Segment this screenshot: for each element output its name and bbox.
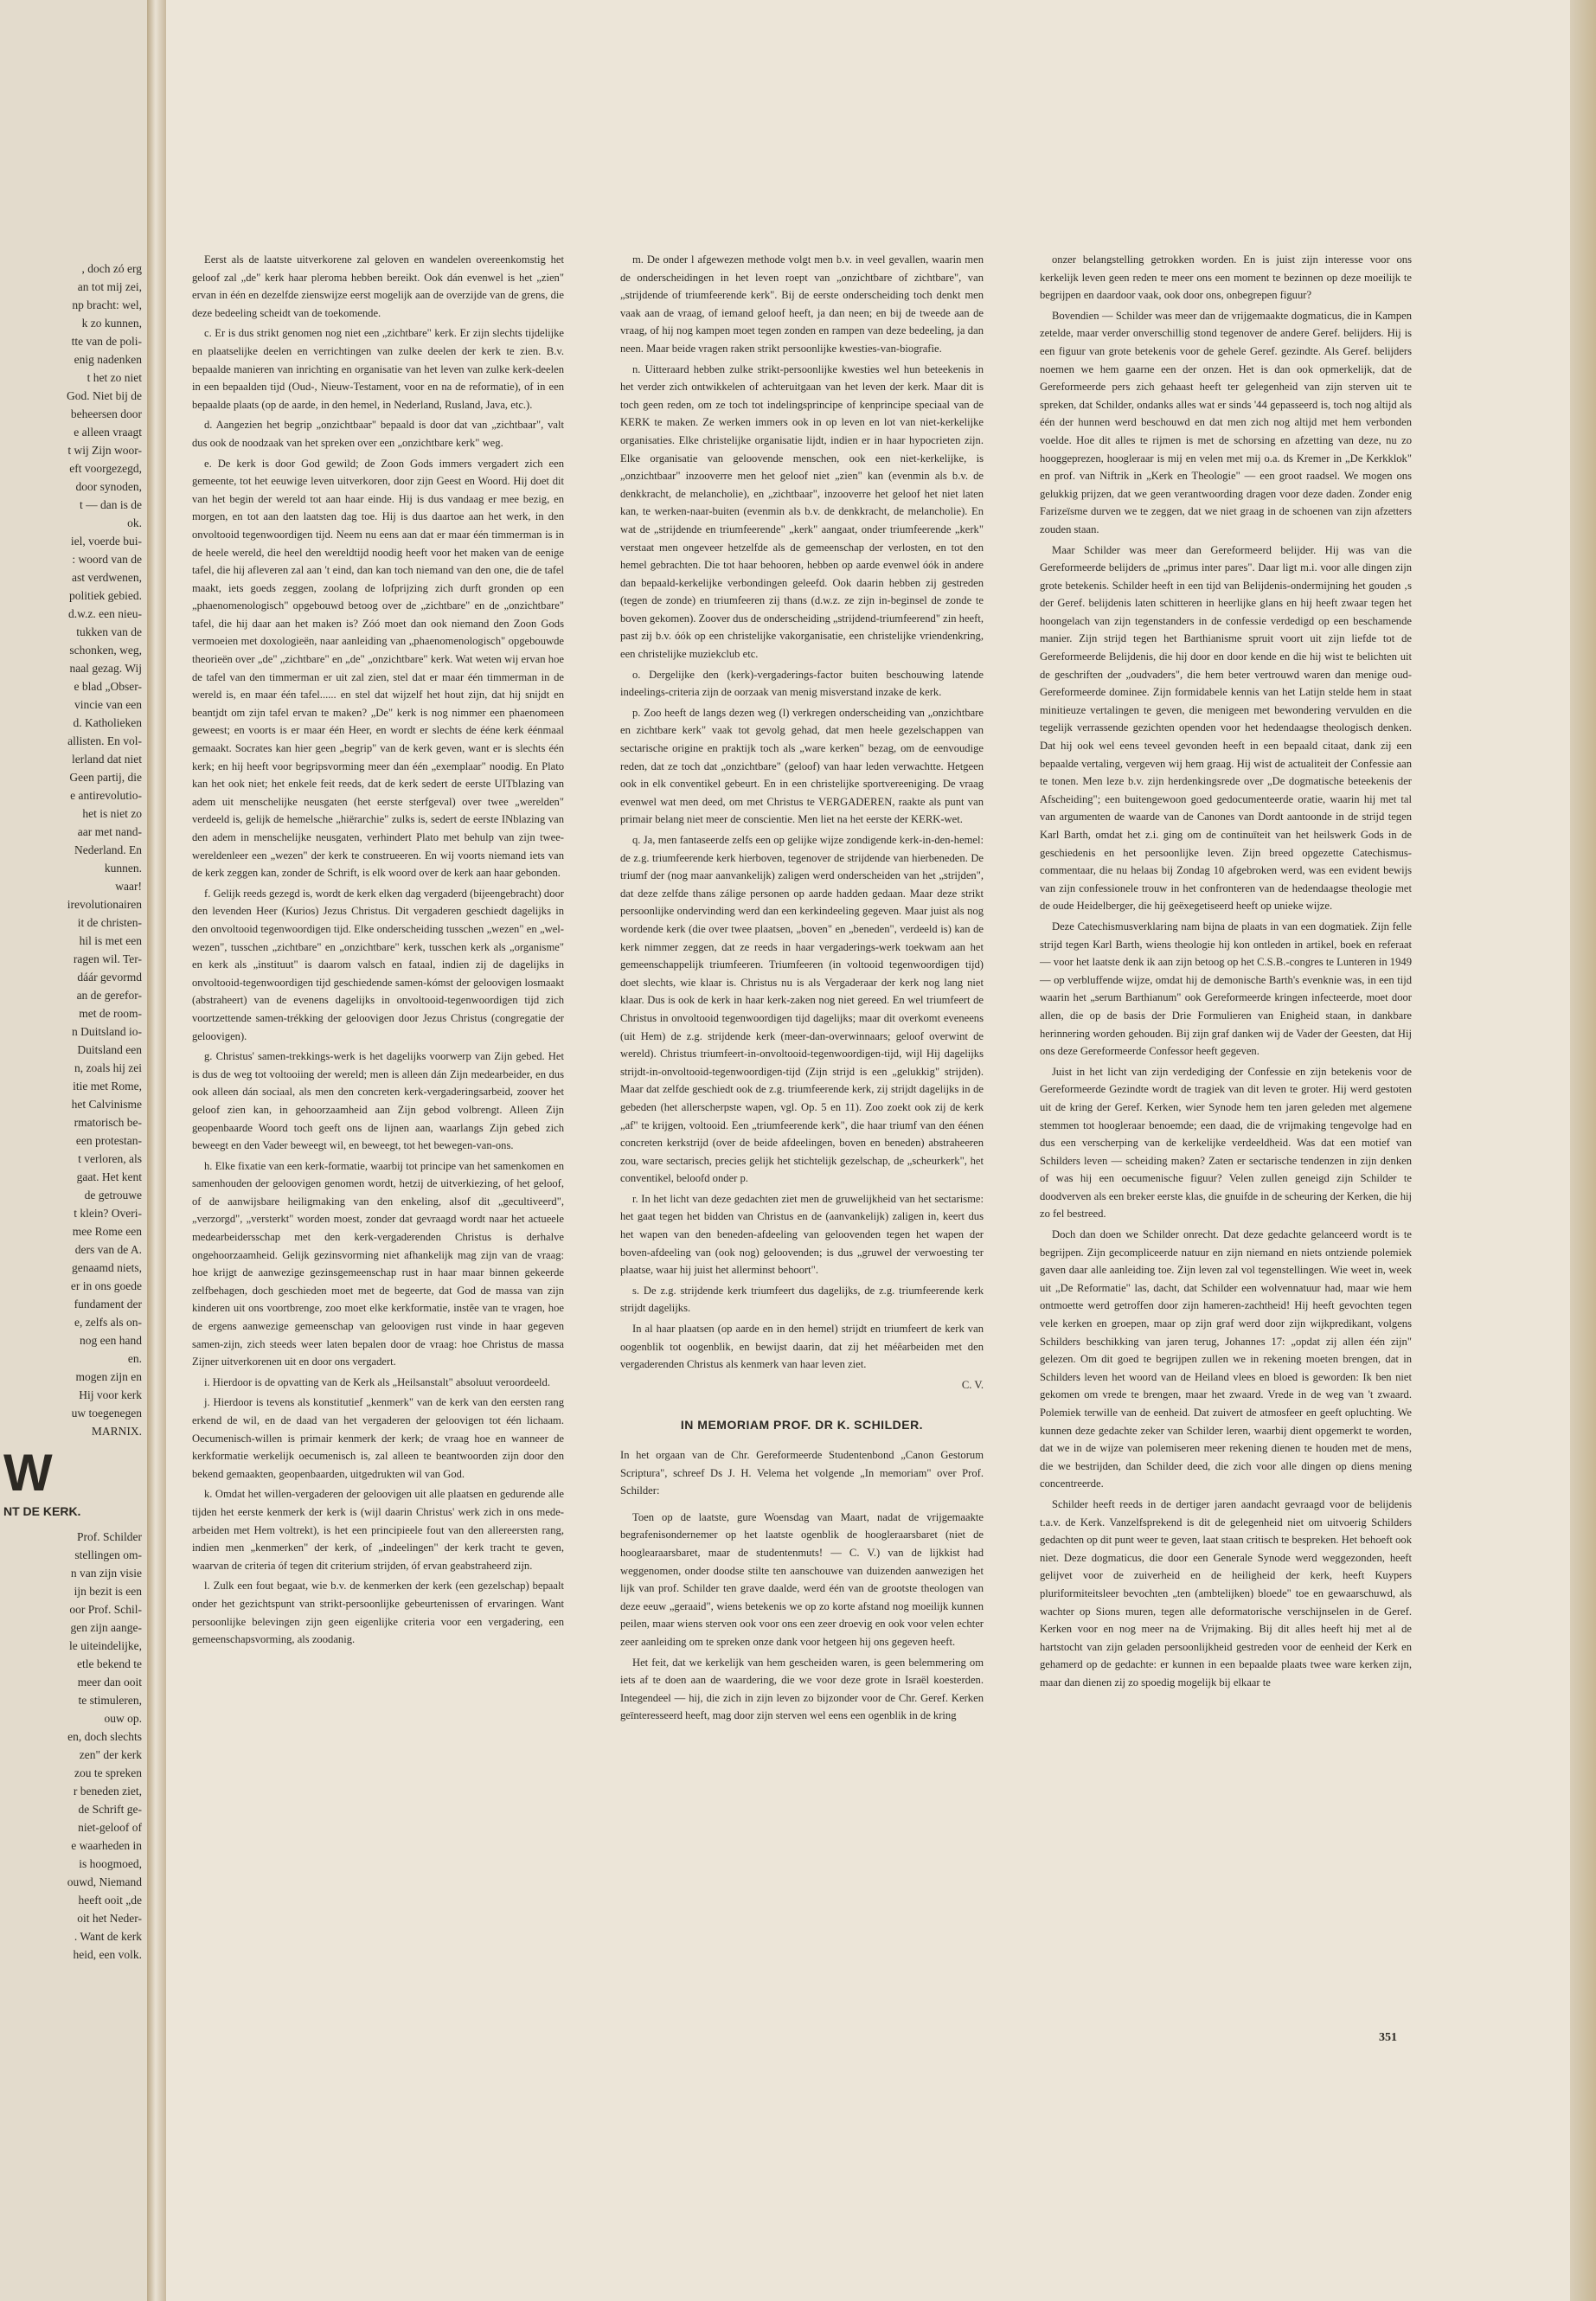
text-line: te stimuleren, (78, 1694, 142, 1707)
text-line: e antirevolutio- (70, 789, 142, 802)
text-line: tte van de poli- (71, 335, 142, 348)
text-line: uw toegenegen (71, 1407, 142, 1420)
text-line: . Want de kerk (74, 1930, 142, 1943)
paragraph: h. Elke fixatie van een kerk-formatie, waarbij tot principe van het samenkomen en samenhouden der geloovigen genomen wordt, hetzij de uitverkiezing, of het geloof, of de aanwijsbare heiligmaking van den enkeling, alsof dit „gecultiveerd", „verzorgd", „versterkt" worden moest, zonder dat gevraagd wordt naar het actueele medearbeidersschap met den kerk-vergaderenden Christus is derhalve ongehoorzaamheid. Gelijk gezinsvorming niet afhankelijk mag zijn van de vraag: hoe krijgt de aanwezige gezinsgemeenschap rust in haar maar binnen gekeerde zelfbehagen, doch geschieden moet met de begeerte, dat God de massa van zijn kinderen uit ons voortbrenge, zoo moet elke kerkformatie, instêe van te vragen, hoe de ergens aanwezige gemeenschap van geloovigen rust vinde in haar gegeven samen-zijn, zich steeds weer laten bepalen door de vraag: hoe Christus de massa Zijner uitverkorenen uit en door ons vergadert. (192, 1159, 564, 1368)
paragraph: f. Gelijk reeds gezegd is, wordt de kerk elken dag vergaderd (bijeengebracht) door den levenden Heer (Kurios) Jezus Christus. Dit vergaderen geschiedt dagelijks in den onvoltooid tegenwoordigen tijd. Elke onderscheiding tusschen „wezen" en „wel-wezen", tusschen „zichtbare" en „onzichtbare" kerk, tusschen kerk als „organisme" en kerk als „instituut" is daarom valsch en fataal, indien zij de dagelijks in onvoltooid-tegenwoordigen tijd geschiedende samen-kómst der geloovigen losmaakt (abstraheert) van de evenens dagelijks in onvoltooid-tegenwoordigen tijd zich voortzettende samen-trékking der geloovigen door Jezus Christus (congregatie der geloovigen). (192, 887, 564, 1042)
author-signature: C. V. (961, 1378, 984, 1391)
text-line: an de gerefor- (76, 989, 142, 1002)
text-line: en. (127, 1352, 142, 1365)
text-line: Nederland. En (74, 843, 142, 856)
text-line: mee Rome een (72, 1225, 142, 1238)
text-line: meer dan ooit (77, 1676, 142, 1689)
text-line: d. Katholieken (73, 716, 142, 729)
text-line: met de room- (79, 1007, 142, 1020)
text-line: ouw op. (104, 1712, 142, 1725)
paragraph: Schilder heeft reeds in de dertiger jaren aandacht gevraagd voor de belijdenis t.a.v. de Kerk. Vanzelfsprekend is dit de gelegenheid niet om uitvoerig Schilders gedachten op dit punt weer te geven, laat staan critisch te bespreken. Het behoeft ook niet. Deze dogmaticus, die door een Generale Synode werd weggezonden, heeft gelijvet voor de zuiverheid en de heiligheid der kerk, heeft Kuypers pluriformiteitsleer bevochten „ten (ambtelijken) bloede" toe en gewaarschuwd, als wachter op Sions muren, tegen alle deformatorische verschijnselen in de Geref. Kerken voor en nog meer na de Vrijmaking. Bij dit alles heeft hij met al de hartstocht van zijn geladen persoonlijkheid gestreden voor de eenheid der Kerk en gehamerd op de gedachte: er kunnen in een bepaalde plaats twee ware kerken zijn, maar dan dienen zij zo spoedig mogelijk bij elkaar te (1040, 1497, 1412, 1689)
memoriam-body (620, 1509, 984, 1725)
text-line: iel, voerde bui- (70, 535, 142, 548)
text-line: le uiteindelijke, (69, 1639, 142, 1652)
book-spine (147, 0, 166, 2301)
text-line: r beneden ziet, (73, 1785, 142, 1798)
text-line: an tot mij zei, (77, 280, 142, 293)
memoriam-intro: In het orgaan van de Chr. Gereformeerde Studentenbond „Canon Gestorum Scriptura", schreef Ds J. H. Velema het volgende „In memoriam" over Prof. Schilder: (620, 1449, 984, 1497)
text-line: ast verdwenen, (72, 571, 142, 584)
text-line: np bracht: wel, (72, 298, 142, 311)
text-line: zou te spreken (74, 1766, 142, 1779)
article-column-2-body (620, 251, 984, 1374)
paragraph: k. Omdat het willen-vergaderen der geloovigen uit alle plaatsen en gedurende alle tijden het eerste kenmerk der kerk is (wijl daarin Christus' werk zich in ons mede-arbeiden met Hem voltrekt), is het een principieele fout van den allereersten rang, indien men „kenmerken" der kerk, of „indeelingen" der kerk tracht te geven, waarvan de criteria óf tegen dit criterium strijden, óf ervan geabstraheerd zijn. (192, 1488, 564, 1572)
paragraph: n. Uitteraard hebben zulke strikt-persoonlijke kwesties wel hun beteekenis in het verder zich ontwikkelen of achteruitgaan van het leven der kerk. Maar dit is toch geen reden, om ze toch tot indelingsprincipe of kenprincipe speciaal van de KERK te maken. Ze werken immers ook in op leven en lot van niet-kerkelijke organisaties. Elke christelijke organisatie lijdt, indien er in haar hypocrieten zijn. Elke organisatie van geloovende menschen, ook een niet-kerkelijke, is „onzichtbaar" inzooverre men het geloof niet „zien" kan (evenmin als b.v. de denkkracht, de melancholie), en „zichtbaar", inzooverre het geloof het niet laten kan, te werken-naar-buiten (evenmin als b.v. de denkkracht, de melancholie). En wat de „strijdende en triumfeerende" „kerk" aangaat, onder triumfeerende „kerk" verstaat men ongeveer hetzelfde als de gemeenschap der verlosten, en tot den hemel gebrachten. Die tot haar behooren, hebben op aarde evenwel óók in andere dan bepaald-kerkelijke verbondingen geleefd. Ook daarin hebben zij gestreden (tegen de zonde) en triumfeeren zij thans (d.w.z. ze zijn in-beginsel de zonde te boven gekomen). Zoover dus de onderscheiding „strijdend-triumfeerend" zin heeft, past zij b.v. óók op een christelijke vakorganisatie, een christelijke vriendenkring, een christelijke muziekclub etc. (620, 362, 984, 661)
text-line: hil is met een (79, 934, 142, 947)
paragraph: Bovendien — Schilder was meer dan de vrijgemaakte dogmaticus, die in Kampen zetelde, maar verder onverschillig stond tegenover de andere Geref. belijders. Hij is een figuur van grote betekenis voor de gehele Geref. gezindte. Als Geref. belijders noemen we hem gaarne een der onzen. Het is dan ook opmerkelijk, dat de Gereformeerde pers zich gehaast heeft ter gelegenheid van zijn sterven uit te spreken, dat Schilder, ondanks alles wat er sinds '44 gepasseerd is, toch nog altijd als één der hunnen werd beschouwd en dat men zich nog altijd met hem verbonden voelde. Hoe dit alles te rijmen is met de schorsing en afzetting van deze, nu zo hooggeprezen, hoogleraar is mij en velen met mij o.a. ds Kremer in „De Kerkklok" en prof. van Niftrik in „Kerk en Theologie" — een groot raadsel. We mogen ons gelukkig prijzen, dat we geen verantwoording dragen voor deze daden. Zonder enig Farizeïsme durven we te zeggen, dat we niet graag in de schoenen van zijn afzetters zouden staan. (1040, 309, 1412, 535)
text-line: n van zijn visie (70, 1567, 142, 1580)
text-line: ragen wil. Ter- (73, 952, 142, 965)
paragraph: Juist in het licht van zijn verdediging der Confessie en zijn betekenis voor de Gereformeerde Gezindte wordt de tragiek van dit leven te groter. Hij werd gestoten uit de kring der Geref. Kerken, wier Synode hem ten jaren geleden met algemene stemmen tot hoogleraar benoemde; een daad, die de vrijmaking tengevolge had en dus een verscherping van de kerkelijke verdeeldheid. Was dat een motief van Schilders leven — scheiding maken? Zaten er sectarische tendenzen in zijn denken of was hij een oecumenische figuur? Velen zullen geneigd zijn Schilder te doodverven als een breker eerste klas, die gnuifde in de scheuring der Kerken, die hij zo fel bestreed. (1040, 1065, 1412, 1221)
text-line: t wij Zijn woor- (67, 444, 142, 457)
text-line: er in ons goede (70, 1279, 142, 1292)
text-line: beheersen door (70, 407, 142, 420)
text-line: rmatorisch be- (74, 1116, 142, 1129)
text-line: t het zo niet (87, 371, 142, 384)
text-line: n, zoals hij zei (74, 1061, 142, 1074)
text-line: fundament der (74, 1298, 142, 1311)
text-line: allisten. En vol- (67, 734, 142, 747)
text-line: de getrouwe (84, 1189, 142, 1202)
paragraph: j. Hierdoor is tevens als konstitutief „kenmerk" van de kerk van den eersten rang erkend de wil, en de daad van het vergaderen der geloovigen tot één lichaam. Oecumenisch-willen is primair kenmerk der kerk; de vraag hoe en wanneer de kerkformatie werkelijk oecumenisch is, zal alleen te beantwoorden zijn door den bekend gemaakten, geopenbaarden, uitgedrukten wil van God. (192, 1396, 564, 1480)
text-line: genaamd niets, (72, 1261, 142, 1274)
text-line: vincie van een (74, 698, 142, 711)
text-line: t klein? Overi- (74, 1207, 142, 1220)
paragraph: e. De kerk is door God gewild; de Zoon Gods immers vergadert zich een gemeente, tot het eeuwige leven uitverkoren, door zijn Geest en Woord. Hij doet dit van het begin der wereld tot aan haar einde. Hij is dus vandaag er mee bezig, en morgen, en tot aan den laatsten dag toe. Hij is dus daartoe aan het werk, in den onvoltooid tegenwoordigen tijd. Neem nu eens aan dat er maar één timmerman is in de heele wereld, die heel den wereldtijd noodig heeft voor het maken van de eenige tafel, die hij afleveren zal aan 't eind, dan kan toch niemand van den one, die de tafel maakt, iets goeds zeggen, zoolang de lofprijzing zich durft gronden op een „phaenomenologisch" opgebouwd betoog over de „zichtbare" en de „onzichtbare" tafel, die hij daar aan het maken is? Zóó moet dan ook niemand den Zoon Gods vermoeien met doxologieën, naar aanleiding van „phaenomenologisch" opgebouwde theorieën over „de" „zichtbare" en „de" „onzichtbare" kerk. Wat weten wij ervan hoe de tafel van den timmerman er uit zal zien, stel dat er maar één timmerman in de wereld is, en maar één tafel...... en stel dat wijzelf het hout zijn, dat hij snijdt en beantjdt om zijn tafel ervan te maken? „De" kerk is nog nimmer een phaenomeen geweest; en voorts is er maar één Heer, en wordt er slechts de ééne kerk éénmaal gemaakt. Socrates kan hier geen „begrip" van de kerk geven, want er is slechts één kerk; en hij heeft voor begripsvorming meer dan één „exemplaar" noodig. En Plato kan het ook niet; het enkele feit reeds, dat de kerk sedert de eerste UITblazing van adem uit menschelijke neusgaten (het eerste sterfgeval) over twee „werelden" verdeeld is, gelijk de hemelsche „hiërarchie" zulks is, sedert de eerste INblazing van den adem in menschelijke neusgaten, verhindert Plato met behulp van zijn twee-wereldenleer een „wezen" der kerk te construeeren. En wij voorts niemand iets van de kerk zeggen kan, zonder de Schrift, is elk woord over de kerk aan haar gebonden. (192, 457, 564, 880)
paragraph: Doch dan doen we Schilder onrecht. Dat deze gedachte gelanceerd wordt is te begrijpen. Zijn gecompliceerde natuur en zijn niemand en niets ontziende polemiek gaven daar alle aanleiding toe. Zijn leven zal vol tegenstellingen. Wie weet in, week uit „De Reformatie" las, dacht, dat Schilder een wolvennatuur had, maar wie hem ontmoette werd getroffen door zijn hameren-zachtheid! Hij heeft gevochten tegen vele kerken en groepen, maar op zijn graf werd door zijn wijkpredikant, volgens Schilders beschikking van jaren terug, Johannes 17: „opdat zij allen één zijn" gelezen. Om dit goed te begrijpen zullen we in rekening moeten brengen, dat in Schilders leven het woord van de Heiland vlees en bloed is geworden: Ik ben niet gekomen om vrede te brengen, maar het zwaard. Vrede in de weg van 't zwaard. Polemiek terwille van de eenheid. Dat zuivert de atmosfeer en geeft opluchting. We kunnen deze gedachte zeker van Schilder leren, waarbij dient opgemerkt te worden, dat we in de wijze van polemiseren meer rekening dienen te houden met de mens, die we bestrijden, dan Schilder deed, die zich voor alle dingen op diens mening concentreerde. (1040, 1228, 1412, 1490)
text-line: heeft ooit „de (78, 1894, 142, 1907)
paragraph: g. Christus' samen-trekkings-werk is het dagelijks voorwerp van Zijn gebed. Het is dus de weg tot voltooiing der wereld; men is alleen dán Zijn medearbeider, en dus ook alleen dán sociaal, als men den concreten kerk-vergaderingsarbeid, zoover het geloof zien kan, in gehoorzaamheid aan Zijn gebod volbrengt. Alleen Zijn geopenbaarde Woord toch geeft ons de lijnen aan, waarlangs Zijn gebed zich beweegt en den Vader beweegt wil, en beweegt, tot het bewegen-van-ons. (192, 1050, 564, 1152)
text-line: e blad „Obser- (74, 680, 142, 693)
text-line: naal gezag. Wij (69, 662, 142, 675)
facing-heading-letter: W (3, 1444, 53, 1502)
memoriam-heading: IN MEMORIAM PROF. DR K. SCHILDER. (680, 1418, 924, 1433)
text-line: dáár gevormd (77, 971, 142, 984)
text-line: nog een hand (80, 1334, 142, 1347)
article-column-2 (620, 251, 984, 1727)
text-line: mogen zijn en (75, 1370, 142, 1383)
text-line: t verloren, als (78, 1152, 142, 1165)
paragraph: d. Aangezien het begrip „onzichtbaar" bepaald is door dat van „zichtbaar", valt dus ook de noodzaak van het spreken over een „onzichtbare kerk" weg. (192, 419, 564, 449)
text-line: oit het Neder- (77, 1912, 142, 1925)
text-line: het Calvinisme (71, 1098, 142, 1111)
text-line: is hoogmoed, (79, 1857, 142, 1870)
text-line: , doch zó erg (81, 262, 142, 275)
paragraph: p. Zoo heeft de langs dezen weg (l) verkregen onderscheiding van „onzichtbare en zichtbare kerk" vaak tot gevolg gehad, dat men heele gezelschappen van sectarische origine en praktijk toch als „ware kerken" bezag, om de eenvoudige reden, dat ze toch dat „onzichtbare" (geloof) van haar leden verwachtte. Hetgeen ook in elk conventikel gebeurt. En in een christelijke sportvereeniging. De vraag evenwel wat men deed, om met Christus te VERGADEREN, raakte als punt van primair belang niet meer de conscientie. Men liet na het eerste der KERK-wet. (620, 706, 984, 826)
text-line: door synoden, (75, 480, 142, 493)
article-column-1 (192, 251, 564, 1651)
text-line: it de christen- (77, 916, 142, 929)
text-line: : woord van de (72, 553, 142, 566)
paragraph: Deze Catechismusverklaring nam bijna de plaats in van een dogmatiek. Zijn felle strijd tegen Karl Barth, wiens theologie hij kon ontleden in artikel, boek en referaat — voor het laatste denk ik aan zijn betoog op het C.S.B.-congres te Lunteren in 1949 — op verbluffende wijze, omdat hij de demonische Barth's evenknie was, in een tijd waarin het „serum Barthianum" ook Gereformeerde kringen infecteerde, moet door allen, die op de basis der Drie Formulieren van Enigheid staan, in dankbare herinnering worden gehouden. Bij zijn graf danken wij de Vader der Geesten, dat Hij ons deze Gereformeerde Confessor heeft gegeven. (1040, 920, 1412, 1058)
paragraph: s. De z.g. strijdende kerk triumfeert dus dagelijks, de z.g. triumfeerende kerk strijdt dagelijks. (620, 1284, 984, 1315)
text-line: irevolutionairen (67, 898, 142, 911)
paragraph: onzer belangstelling getrokken worden. En is juist zijn interesse voor ons kerkelijk leven geen reden te meer ons een moment te bezinnen op deze moeilijk te begrijpen en daardoor vaak, ook door ons, onbegrepen figuur? (1040, 253, 1412, 302)
text-line: ouwd, Niemand (67, 1875, 142, 1888)
text-line: Hij voor kerk (79, 1388, 142, 1401)
text-line: d.w.z. een nieu- (68, 607, 142, 620)
text-line: ijn bezit is een (74, 1585, 142, 1598)
paragraph: l. Zulk een fout begaat, wie b.v. de kenmerken der kerk (een gezelschap) bepaalt onder het gezichtspunt van strikt-persoonlijke gebeurtenissen of ervaringen. Want persoonlijke belevingen zijn geen eigenlijke criteria voor een vergadering, een gemeenschapsvorming, als zoodanig. (192, 1580, 564, 1646)
facing-heading-title: NT DE KERK. (3, 1504, 81, 1518)
article-column-3 (1040, 251, 1412, 1695)
text-line: tukken van de (76, 625, 142, 638)
text-line: niet-geloof of (78, 1821, 142, 1834)
text-line: lerland dat niet (72, 753, 142, 766)
text-line: God. Niet bij de (67, 389, 142, 402)
text-line: waar! (115, 880, 142, 893)
text-line: aar met nand- (77, 825, 142, 838)
paragraph: r. In het licht van deze gedachten ziet men de gruwelijkheid van het sectarisme: het gaat tegen het bidden van Christus en de (aanvankelijk) zaligen in, keert dus het wapen van den beneden-afdeeling van geloovenden tegen het wapen der boven-afdeeling van (ook nog) geloovenden; is dus „gruwel der verwoesting ter plaatse, waar hij juist het allerminst behoort". (620, 1192, 984, 1277)
text-line: etle bekend te (77, 1657, 142, 1670)
magazine-page (166, 0, 1596, 2301)
text-line: Prof. Schilder (77, 1530, 142, 1543)
facing-page-column (3, 260, 142, 1964)
paragraph: o. Dergelijke den (kerk)-vergaderings-factor buiten beschouwing latende indeelings-criteria zijn de oorzaak van menig misverstand inzake de kerk. (620, 668, 984, 699)
paragraph: In al haar plaatsen (op aarde en in den hemel) strijdt en triumfeert de kerk van oogenblik tot oogenblik, en bewijst daarin, dat zij het méêarbeiden met den vergaderenden Christus als kenmerk van haar leven ziet. (620, 1323, 984, 1371)
text-line: heid, een volk. (73, 1948, 142, 1961)
text-line: e waarheden in (71, 1839, 142, 1852)
facing-page-fragment (0, 0, 147, 2301)
text-line: gen zijn aange- (70, 1621, 142, 1634)
text-line: schonken, weg, (69, 644, 142, 657)
text-line: het is niet zo (82, 807, 142, 820)
page-number: 351 (1379, 2031, 1397, 2044)
text-line: t — dan is de (80, 498, 142, 511)
text-line: e alleen vraagt (74, 426, 142, 439)
text-line: itie met Rome, (73, 1080, 142, 1093)
text-line: gaat. Het kent (76, 1170, 142, 1183)
paragraph: c. Er is dus strikt genomen nog niet een „zichtbare" kerk. Er zijn slechts tijdelijke en plaatselijke deelen en verrichtingen van zulke deelen der kerk te zien. B.v. bepaalde manieren van inrichting en organisatie van het leven van zulke kerk-deelen in een bepaalden tijd (Oud-, Nieuw-Testament, voor en na de reformatie), of in een bepaalde plaats (op de aarde, in den hemel, in Nederland, Rusland, Java, etc.). (192, 327, 564, 411)
paragraph: Maar Schilder was meer dan Gereformeerd belijder. Hij was van die Gereformeerde belijders de „primus inter pares". Daar ligt m.i. voor alle dingen zijn grote betekenis. Schilder heeft in een tijd van Belijdenis-ondermijning het gouden ‚s der Geref. belijdenis laten schitteren in heerlijke glans en hij heeft zwaar tegen het hoongelach van zijn tegenstanders in de confessie verdedigd op een beschamende manier. Zijn strijd tegen het Barthianisme spruit voort uit zijn liefde tot de Gereformeerde Belijdenis, die hij door en door kende en die hij wist te belichten uit de geschriften der „oudvaders", die hem beter vertrouwd waren dan menige oud-Gereformeerde dominee. Zijn formidabele kennis van het Latijn stelde hem in staat minitieuze vertalingen te geven, die menigeen met bewondering vervulden en die tegelijk verrassende gezichten openden voor het hedendaagse theologisch denken. Dat hij ook wel eens teveel gevonden heeft in een bepaald citaat, dank zij een bepaalde vertaling, vergeven wij hem graag. Hij wist de actualiteit der Confessie aan te tonen. Men leze b.v. zijn herdenkingsrede over „De dogmatische beteekenis der Afscheiding"; een buitengewoon goed gedocumenteerde oratie, waarin hij met tal van argumenten de waarde van de Canones van Dordt aantoonde in de strijd tegen Karl Barth, omdat het z.i. ging om de continuïteit van het heilswerk Gods in de geschiedenis en het persoonlijke leven. Zijn breed opgezette Catechismus-commentaar, die nu helaas bij Zondag 10 afgebroken werd, was een evident bewijs van zijn confessionele trouw in het confronteren van de hedendaagse theologie met de oude Heidelberger, die hij geëxegetiseerd heeft op unieke wijze. (1040, 543, 1412, 913)
paragraph: m. De onder l afgewezen methode volgt men b.v. in veel gevallen, waarin men de onderscheidingen in het leven roept van „onzichtbare of zichtbare", van „strijdende of triumfeerende kerk". Bij de eerste onderscheiding toch denkt men vaak aan de vraag, of iemand geloof heeft, ja dan neen; en bij de tweede aan de vraag, of hij nog kampen moet tegen zonden en rampen van deze bedeeling, ja dan neen. Maar beide vragen raken strikt persoonlijke kwesties-van-biografie. (620, 253, 984, 355)
paragraph: Eerst als de laatste uitverkorene zal geloven en wandelen overeenkomstig het geloof zal „de" kerk haar pleroma hebben bereikt. Ook dán evenwel is het „zien" ervan in één en dezelfde zienswijze eerst mogelijk aan de overzijde van de grens, die deze bedeeling scheidt van de toekomende. (192, 253, 564, 319)
text-line: ok. (127, 516, 142, 529)
text-line: kunnen. (104, 862, 142, 875)
text-line: politiek gebied. (69, 589, 142, 602)
text-line: enig nadenken (74, 353, 142, 366)
paragraph: Toen op de laatste, gure Woensdag van Maart, nadat de vrijgemaakte begrafenisondernemer op het laatste ogenblik de hoogleraarsbaret (niet de hooglearaarsbaret, maar de studentenmuts! — C. V.) van de lijkkist had weggenomen, onder doodse stilte ten aanschouwe van duizenden aanwezigen het lijk van prof. Schilder ten grave daalde, werd één van de grootste theologen van deze eeuw „geraaid", wiens betekenis we op zo korte afstand nog moeilijk kunnen peilen, maar wiens sterven ook voor ons een zeer droevig en ook voor velen echter zeer aanleiding om te spreken onze dank voor hetgeen hij ons gegeven heeft. (620, 1510, 984, 1648)
text-line: n Duitsland io- (72, 1025, 142, 1038)
text-line: Duitsland een (77, 1043, 142, 1056)
text-line: de Schrift ge- (78, 1803, 142, 1816)
text-line: oor Prof. Schil- (69, 1603, 142, 1616)
text-line: stellingen om- (74, 1548, 142, 1561)
text-line: Geen partij, die (69, 771, 142, 784)
paragraph: Het feit, dat we kerkelijk van hem gescheiden waren, is geen belemmering om iets af te doen aan de waardering, die we voor deze grote in Israël koesterden. Integendeel — hij, die zich in zijn leven zo bijzonder voor de Chr. Geref. Kerken geïnteresseerd heeft, mag door zijn sterven wel eens een ogenblik in de kring (620, 1656, 984, 1722)
text-line: ders van de A. (74, 1243, 142, 1256)
paragraph: q. Ja, men fantaseerde zelfs een op gelijke wijze zondigende kerk-in-den-hemel: de z.g. triumfeerende kerk hierboven, tegenover de strijdende van hierbeneden. De triumf der (nog maar aanvankelijk) zaligen werd onderscheiden van het „strijden", dat deze zelfde thans zálige personen op aarde hadden gedaan. Maar deze strikt persoonlijke ondervinding werd dan een kerkindeeling gegeven. Maar juist als nog wordende kerk (die over twee plaatsen, „boven" en „beneden", verdeeld is) kan de kerk nimmer zeggen, dat ze reeds in haar vergaderings-werk toekwam aan het gemeenschappelijk triumfeeren. Triumfeeren (in voltooid tegenwoordigen tijd) doet slechts, wie klaar is. Christus nu is als Vergaderaar der kerk nog lang niet klaar. Dus is ook de kerk in haar kerk-zaken nog niet gereed. En wel triumfeert de Christus in onvoltooid tegenwoordigen tijd dagelijks; maar dit overkomt eveneens (uit Hem) de z.g. strijdende kerk (meer-dan-overwinnaars; geloof overwint de wereld). Christus triumfeert-in-onvoltooid-tegenwoordigen-tijd, wijl Hij dagelijks strijdt-in-onvoltooid-tegenwoordigen-tijd (Zijn strijd is een „gelukkig" strijden). Maar dat zelfde geschiedt ook de z.g. triumfeerende kerk, zij strijdt dagelijks in de gebeden (het allerscherpste wapen, vgl. Op. 5 en 11). Zoo zoekt ook zij de kerk „af" te krijgen, voltooid. Een „triumfeerende kerk", die haar triumf van den éénen concreten kerkstrijd (over de beide afdeelingen, boven en beneden) abstraheeren zou, ware sectarisch, precies gelijk het stichtelijk gezelschap, de „scheurkerk", het conventikel, beloofd onder p. (620, 834, 984, 1185)
paragraph: i. Hierdoor is de opvatting van de Kerk als „Heilsanstalt" absoluut veroordeeld. (204, 1375, 550, 1388)
text-line: k zo kunnen, (81, 317, 142, 330)
text-line: eft voorgezegd, (69, 462, 142, 475)
text-line: zen" der kerk (79, 1748, 142, 1761)
text-line: een protestan- (75, 1134, 142, 1147)
text-line: en, doch slechts (67, 1730, 142, 1743)
text-line: e, zelfs als on- (74, 1316, 142, 1329)
page-edge (1570, 0, 1596, 2301)
text-line: MARNIX. (91, 1425, 142, 1438)
